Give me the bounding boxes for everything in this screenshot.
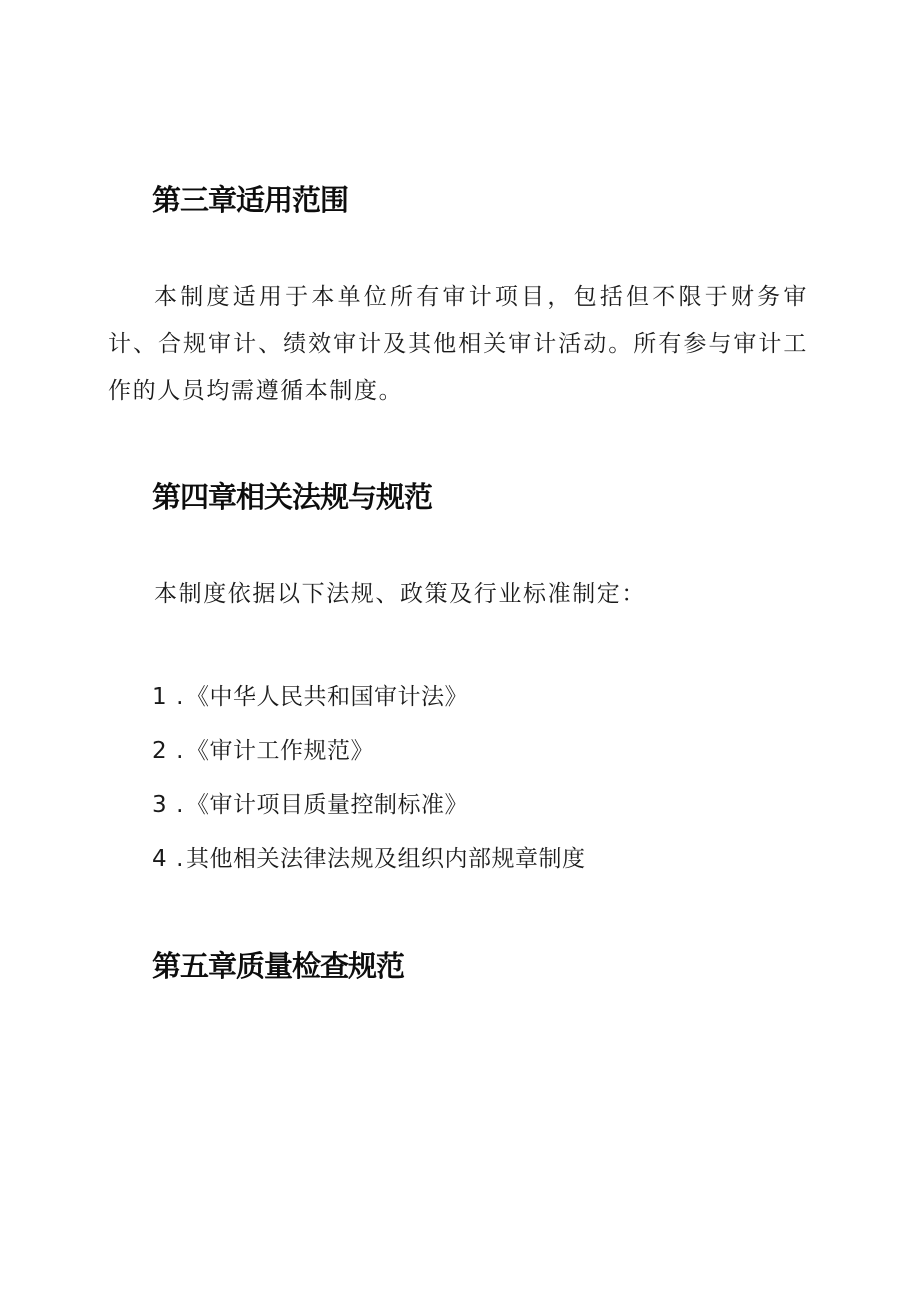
- list-item-number: 4: [152, 846, 168, 872]
- list-item-text: 其他相关法律法规及组织内部规章制度: [186, 846, 586, 872]
- list-item-number: 2: [152, 738, 168, 764]
- list-item: [152, 836, 586, 890]
- list-item-separator: .: [176, 792, 184, 818]
- chapter-3-body: 本制度适用于本单位所有审计项目，包括但不限于财务审计、合规审计、绩效审计及其他相关审计活动。所有参与审计工作的人员均需遵循本制度。: [108, 284, 808, 404]
- list-item-text: 《中华人民共和国审计法》: [186, 684, 468, 710]
- regulation-list: [152, 674, 586, 890]
- list-item: [152, 782, 586, 836]
- chapter-3-title: 第三章适用范围: [152, 183, 349, 217]
- list-item-text: 《审计项目质量控制标准》: [186, 792, 468, 818]
- list-item-separator: .: [176, 684, 184, 710]
- list-item-separator: .: [176, 846, 184, 872]
- list-item-separator: .: [176, 738, 184, 764]
- chapter-5-title: 第五章质量检查规范: [152, 949, 405, 983]
- list-item-number: 1: [152, 684, 168, 710]
- chapter-4-intro: 本制度依据以下法规、政策及行业标准制定：: [154, 581, 646, 607]
- chapter-4-title: 第四章相关法规与规范: [152, 480, 433, 514]
- list-item: [152, 728, 586, 782]
- list-item-text: 《审计工作规范》: [186, 738, 374, 764]
- list-item-number: 3: [152, 792, 168, 818]
- list-item: [152, 674, 586, 728]
